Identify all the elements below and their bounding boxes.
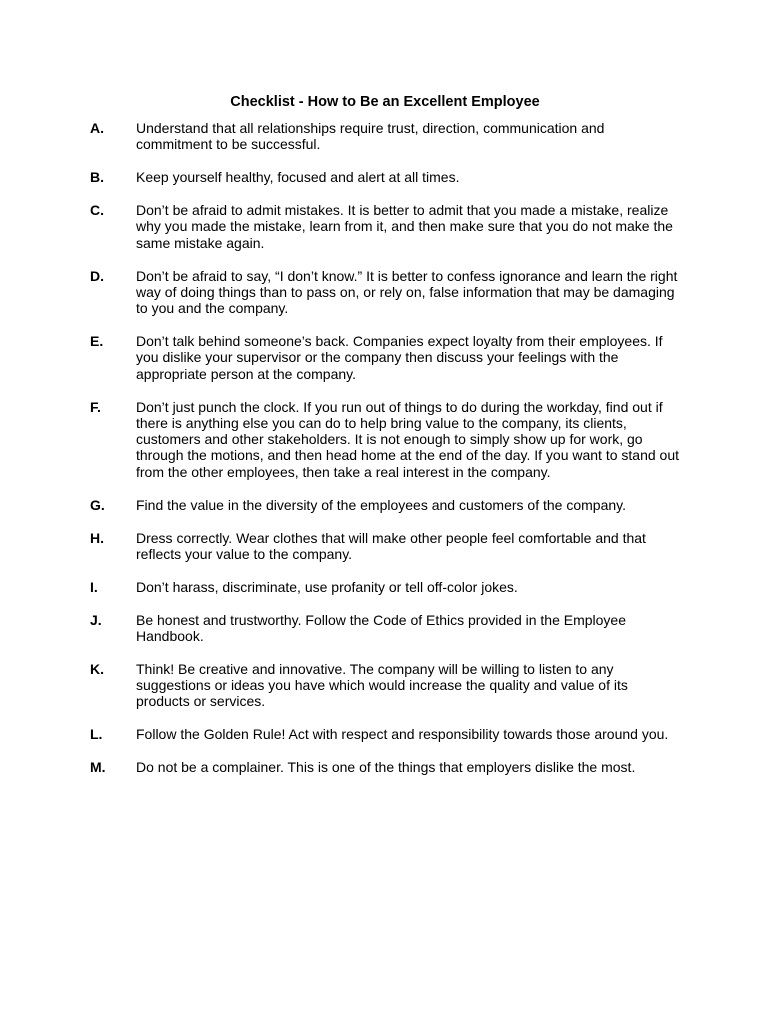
item-text: Dress correctly. Wear clothes that will make other people feel comfortable and that reflects your value to the company. — [136, 529, 646, 562]
checklist-item — [90, 661, 690, 710]
item-letter: A. — [90, 120, 104, 136]
item-text: Don’t just punch the clock. If you run out of things to do during the workday, find out if there is anything else you can do to help bring value to the company, its clients, customers and other stakeholders. It is not enough to simply show up for work, go through the motions, and then head home at the end of the day. If you want to stand out from the other employees, then take a real interest in the company. — [136, 398, 680, 480]
checklist-item — [90, 268, 690, 317]
checklist-item — [90, 399, 690, 480]
item-letter: I. — [90, 578, 98, 595]
item-text: Don’t talk behind someone’s back. Companies expect loyalty from their employees. If you dislike your supervisor or the company then discuss your feelings with the appropriate person at the company. — [136, 333, 663, 382]
checklist-item — [90, 726, 690, 742]
item-letter: F. — [90, 398, 101, 415]
document-title: Checklist - How to Be an Excellent Employee — [230, 94, 540, 110]
item-letter: D. — [90, 267, 104, 284]
item-text: Understand that all relationships require trust, direction, communication and commitment to be successful. — [136, 120, 605, 153]
item-letter: M. — [90, 759, 106, 776]
checklist-item — [90, 120, 690, 153]
checklist — [90, 120, 690, 792]
item-letter: J. — [90, 611, 102, 628]
item-text: Be honest and trustworthy. Follow the Code of Ethics provided in the Employee Handbook. — [136, 611, 627, 644]
item-text: Don’t harass, discriminate, use profanity or tell off-color jokes. — [136, 578, 518, 595]
checklist-item — [90, 579, 690, 595]
checklist-item — [90, 530, 690, 563]
item-letter: K. — [90, 660, 104, 677]
checklist-item — [90, 202, 690, 251]
item-text: Find the value in the diversity of the employees and customers of the company. — [136, 496, 626, 513]
checklist-item — [90, 612, 690, 645]
item-letter: G. — [90, 496, 105, 513]
checklist-item — [90, 759, 690, 775]
item-text: Do not be a complainer. This is one of the things that employers dislike the most. — [136, 759, 636, 776]
item-text: Don’t be afraid to admit mistakes. It is better to admit that you made a mistake, realize why you made the mistake, learn from it, and then make sure that you do not make the same mistake again. — [136, 202, 673, 251]
item-letter: E. — [90, 333, 104, 350]
item-letter: C. — [90, 202, 104, 219]
item-text: Follow the Golden Rule! Act with respect and responsibility towards those around you. — [136, 726, 669, 743]
item-letter: B. — [90, 169, 104, 186]
item-text: Think! Be creative and innovative. The company will be willing to listen to any suggestions or ideas you have which would increase the quality and value of its products or services. — [136, 660, 628, 710]
item-letter: L. — [90, 726, 103, 743]
item-text: Keep yourself healthy, focused and alert at all times. — [136, 169, 460, 186]
item-letter: H. — [90, 529, 104, 546]
item-text: Don’t be afraid to say, “I don’t know.” It is better to confess ignorance and learn the right way of doing things than to pass on, or rely on, false information that may be damaging to you and the company. — [136, 267, 678, 317]
checklist-item — [90, 333, 690, 382]
checklist-item — [90, 497, 690, 513]
checklist-item — [90, 169, 690, 185]
